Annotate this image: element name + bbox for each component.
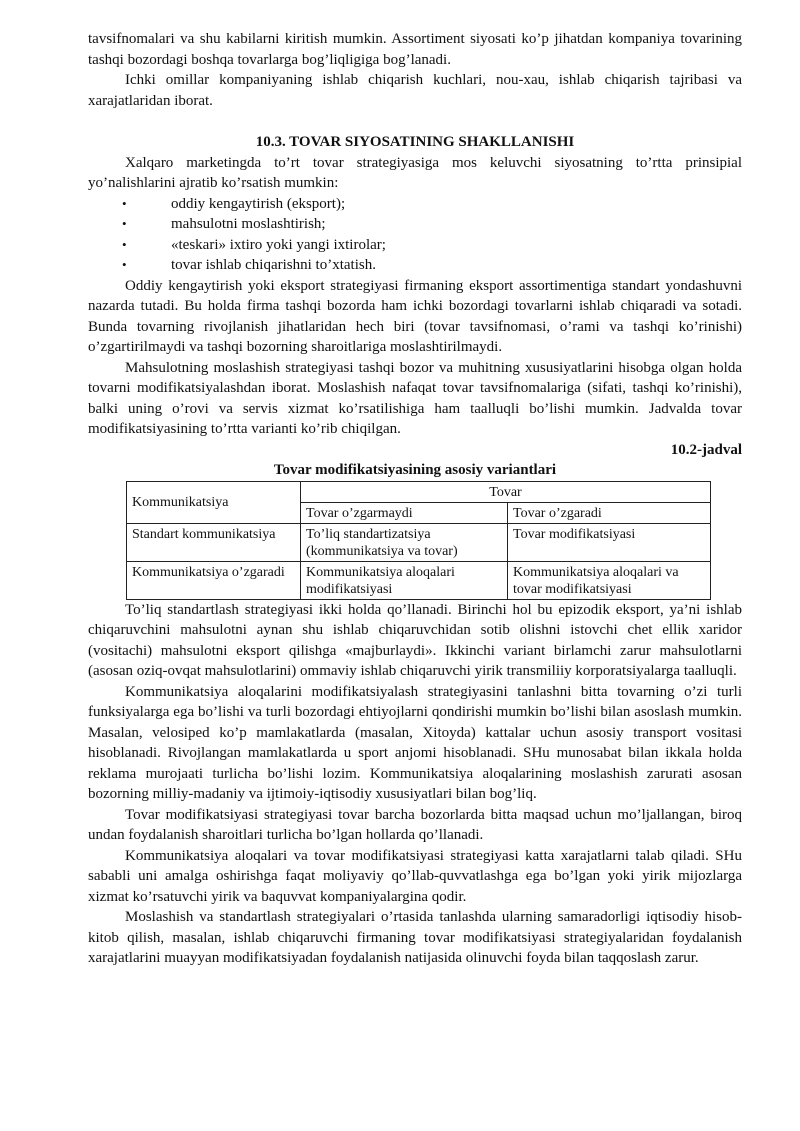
table-col-header: Tovar o’zgaradi (508, 502, 711, 523)
list-item-text: «teskari» ixtiro yoki yangi ixtirolar; (171, 236, 386, 253)
list-item (88, 194, 742, 215)
table-row (127, 523, 711, 561)
paragraph-intro: Xalqaro marketingda to’rt tovar strategiyasiga mos keluvchi siyosatning to’rtta prinsipial yo’nalishlarini ajratib ko’rsatish mumkin: (88, 154, 742, 191)
paragraph-choice-criteria: Moslashish va standartlash strategiyalari o’rtasida tanlashda ularning samaradorligi iqtisodiy hisob-kitob qilish, masalan, ishlab chiqaruvchi firmaning tovar modifikatsiyasi strategiyalaridan foydalanish xarajatlarini muayyan modifikatsiyadan foydalanish natijasida olinuvchi foyda bilan taqqoslash zarur. (88, 909, 742, 966)
list-item (88, 214, 742, 235)
paragraph-export-strategy: Oddiy kengaytirish yoki eksport strategiyasi firmaning eksport assortimentiga standart yondashuvni nazarda tutadi. Bu holda firma tashqi bozorda ham ichki bozordagi tovarlarni ishlab chiqaradi va sotadi. Bunda tovarning rivojlanish jihatlaridan hech biri (tovar tavsifnomasi, o’rami va tashqi ko’rinishi) o’zgartirilmaydi va tashqi bozorning sharoitlariga moslashtirilmaydi. (88, 277, 742, 355)
table-cell: Tovar modifikatsiyasi (508, 523, 711, 561)
strategy-list (88, 194, 742, 276)
table-title: Tovar modifikatsiyasining asosiy variantlari (273, 462, 557, 478)
table-row-label: Standart kommunikatsiya (127, 523, 301, 561)
section-heading: 10.3. TOVAR SIYOSATINING SHAKLLANISHI (255, 134, 575, 150)
list-item-text: mahsulotni moslashtirish; (171, 216, 326, 232)
paragraph-full-standardization: To’liq standartlash strategiyasi ikki holda qo’llanadi. Birinchi hol bu epizodik eksport, ya’ni ishlab chiqaruvchini mahsulotni aynan shu ishlab chiqaruvchidan sotib olishni istovchi chet ellik xaridor (vositachi) mahsulotni eksport qilishga «majburlaydi». Ikkinchi variant birlamchi zarur mahsulotlarni (asosan oziq-ovqat mahsulotlarini) ommaviy ishlab chiqaruvchi yirik transmiliiy korporatsiyalarga taalluqli. (88, 601, 742, 679)
document-page (88, 29, 742, 969)
table-header-row (127, 481, 711, 502)
table-number: 10.2-jadval (670, 441, 742, 458)
table-cell: Kommunikatsiya aloqalari modifikatsiyasi (301, 561, 508, 599)
paragraph-internal-factors: Ichki omillar kompaniyaning ishlab chiqarish kuchlari, nou-xau, ishlab chiqarish tajribasi va xarajatlaridan iborat. (88, 72, 742, 109)
bullet-icon: • (122, 195, 127, 211)
paragraph-product-modification: Tovar modifikatsiyasi strategiyasi tovar barcha bozorlarda bitta maqsad uchun mo’ljallangan, biroq undan foydalanish sharoitlari turlicha bo’lgan hollarda qo’llanadi. (88, 806, 742, 843)
table-cell (301, 523, 508, 561)
modification-table (126, 481, 711, 600)
table-col-header: Tovar o’zgarmaydi (301, 502, 508, 523)
bullet-icon: • (122, 216, 127, 231)
table-row (127, 561, 711, 599)
table-group-header: Tovar (301, 481, 711, 502)
list-item (88, 255, 742, 276)
bullet-icon: • (122, 257, 127, 272)
table-row-header: Kommunikatsiya (127, 481, 301, 523)
paragraph-adaptation-strategy: Mahsulotning moslashish strategiyasi tashqi bozor va muhitning xususiyatlarini hisobga olgan holda tovarni modifikatsiyalashdan iborat. Moslashish nafaqat tovar tavsifnomalariga (sifati, tashqi ko’rinishi), balki uning o’rovi va servis xizmat ko’rsatilishiga ham taalluqli bo’lishi mumkin. Jadvalda tovar modifikatsiyasining to’rtta varianti ko’rib chiqilgan. (88, 359, 742, 437)
table-cell-text: To’liq standartizatsiya (kommunikatsiya va tovar) (306, 526, 458, 559)
list-item-text: oddiy kengaytirish (eksport); (171, 195, 346, 212)
list-item (88, 235, 742, 256)
paragraph-communication-modification: Kommunikatsiya aloqalarini modifikatsiyalash strategiyasini tanlashni bitta tovarning o’zi turli funksiyalarga ega bo’lishi va turli bozordagi ehtiyojlarni qondirishi mumkin bo’lishi bilan asoslash mumkin. Masalan, velosiped ko’p mamlakatlarda (masalan, Xitoyda) kattalar uchun asosiy transport vositasi hisoblanadi. Rivojlangan mamlakatlarda u sport anjomi hisoblanadi. SHu munosabat bilan ikkala holda reklama murojaati turlicha bo’lishi lozim. Kommunikatsiya aloqalarining moslashish zarurati asosan bozorning milliy-madaniy va ijtimoiy-iqtisodiy xususiyatlari bilan bog’liq. (88, 683, 742, 802)
paragraph-continued: tavsifnomalari va shu kabilarni kiritish mumkin. Assortiment siyosati ko’p jihatdan kompaniya tovarining tashqi bozordagi boshqa tovarlarga bog’liqligiga bog’lanadi. (88, 31, 742, 68)
table-cell: Kommunikatsiya aloqalari va tovar modifikatsiyasi (508, 561, 711, 599)
list-item-text: tovar ishlab chiqarishni to’xtatish. (171, 257, 376, 273)
bullet-icon: • (122, 236, 127, 252)
table-row-label: Kommunikatsiya o’zgaradi (127, 561, 301, 599)
paragraph-dual-modification: Kommunikatsiya aloqalari va tovar modifikatsiyasi strategiyasi katta xarajatlarni talab qiladi. SHu sababli uni amalga oshirishga faqat moliyaviy qo’llab-quvvatlashga ega bo’lgan yoki yirik mijozlarga xizmat ko’rsatuvchi yirik va baquvvat kompaniyalargina qodir. (88, 847, 742, 905)
